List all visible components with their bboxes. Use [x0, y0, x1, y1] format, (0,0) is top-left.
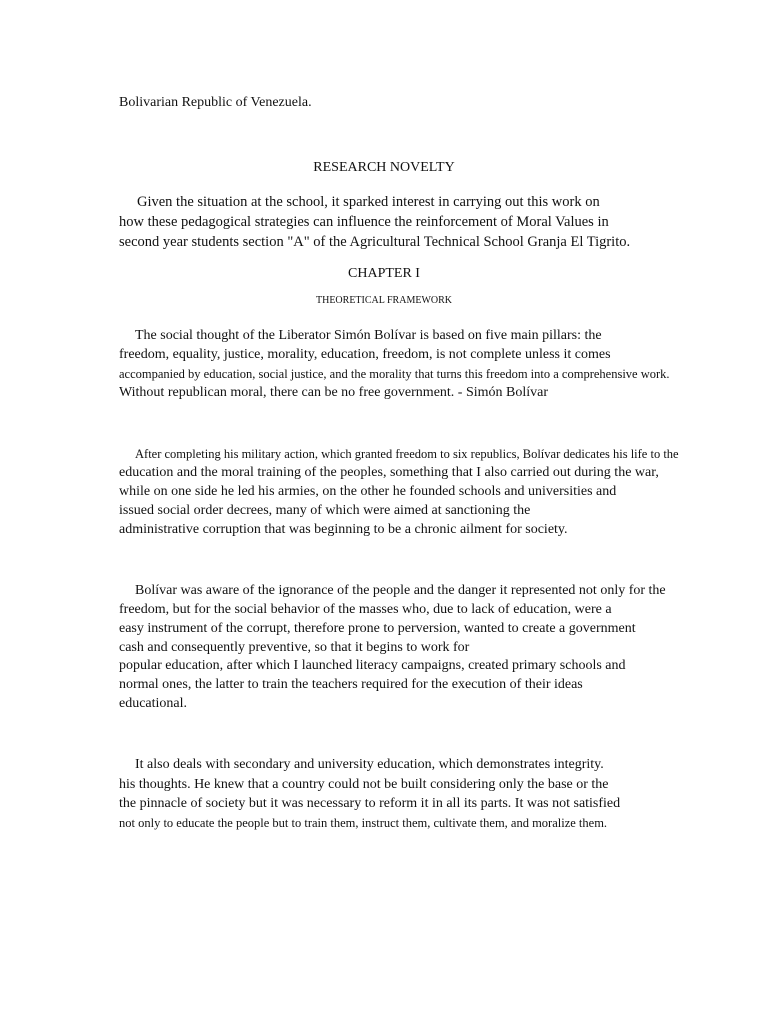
paragraph-line: the pinnacle of society but it was necessary to reform it in all its parts. It was not satisfied — [119, 796, 621, 811]
paragraph-line: issued social order decrees, many of which were aimed at sanctioning the — [119, 503, 531, 518]
paragraph-line: After completing his military action, which granted freedom to six republics, Bolívar dedicates his life to the — [135, 447, 679, 461]
novelty-line: Given the situation at the school, it sparked interest in carrying out this work on — [137, 194, 600, 210]
paragraph-line: The social thought of the Liberator Simón Bolívar is based on five main pillars: the — [135, 328, 602, 343]
chapter-heading: CHAPTER I — [348, 266, 420, 281]
paragraph-line: his thoughts. He knew that a country could not be built considering only the base or the — [119, 777, 609, 792]
paragraph-line: not only to educate the people but to train them, instruct them, cultivate them, and moralize them. — [119, 816, 608, 830]
paragraph-line: freedom, but for the social behavior of the masses who, due to lack of education, were a — [119, 602, 612, 617]
paragraph-line: education and the moral training of the peoples, something that I also carried out during the war, — [119, 465, 659, 480]
novelty-line: how these pedagogical strategies can influence the reinforcement of Moral Values in — [119, 214, 609, 230]
paragraph-line: Without republican moral, there can be no free government. - Simón Bolívar — [119, 385, 549, 400]
country-heading: Bolivarian Republic of Venezuela. — [119, 95, 312, 110]
paragraph-line: administrative corruption that was beginning to be a chronic ailment for society. — [119, 522, 568, 537]
paragraph-line: normal ones, the latter to train the teachers required for the execution of their ideas — [119, 677, 583, 692]
paragraph-line: It also deals with secondary and university education, which demonstrates integrity. — [135, 757, 604, 772]
paragraph-line: while on one side he led his armies, on the other he founded schools and universities and — [119, 484, 617, 499]
paragraph-line: educational. — [119, 696, 188, 711]
paragraph-line: accompanied by education, social justice, and the morality that turns this freedom into a comprehensive work. — [119, 367, 670, 381]
paragraph-line: Bolívar was aware of the ignorance of the people and the danger it represented not only for the — [135, 583, 666, 598]
research-novelty-title: RESEARCH NOVELTY — [313, 160, 455, 175]
paragraph-line: freedom, equality, justice, morality, education, freedom, is not complete unless it comes — [119, 347, 611, 362]
paragraph-line: cash and consequently preventive, so that it begins to work for — [119, 640, 470, 655]
paragraph-line: popular education, after which I launched literacy campaigns, created primary schools and — [119, 658, 626, 673]
paragraph-line: easy instrument of the corrupt, therefore prone to perversion, wanted to create a government — [119, 621, 636, 636]
novelty-line: second year students section "A" of the Agricultural Technical School Granja El Tigrito. — [119, 234, 631, 250]
chapter-subtitle: THEORETICAL FRAMEWORK — [315, 295, 452, 306]
